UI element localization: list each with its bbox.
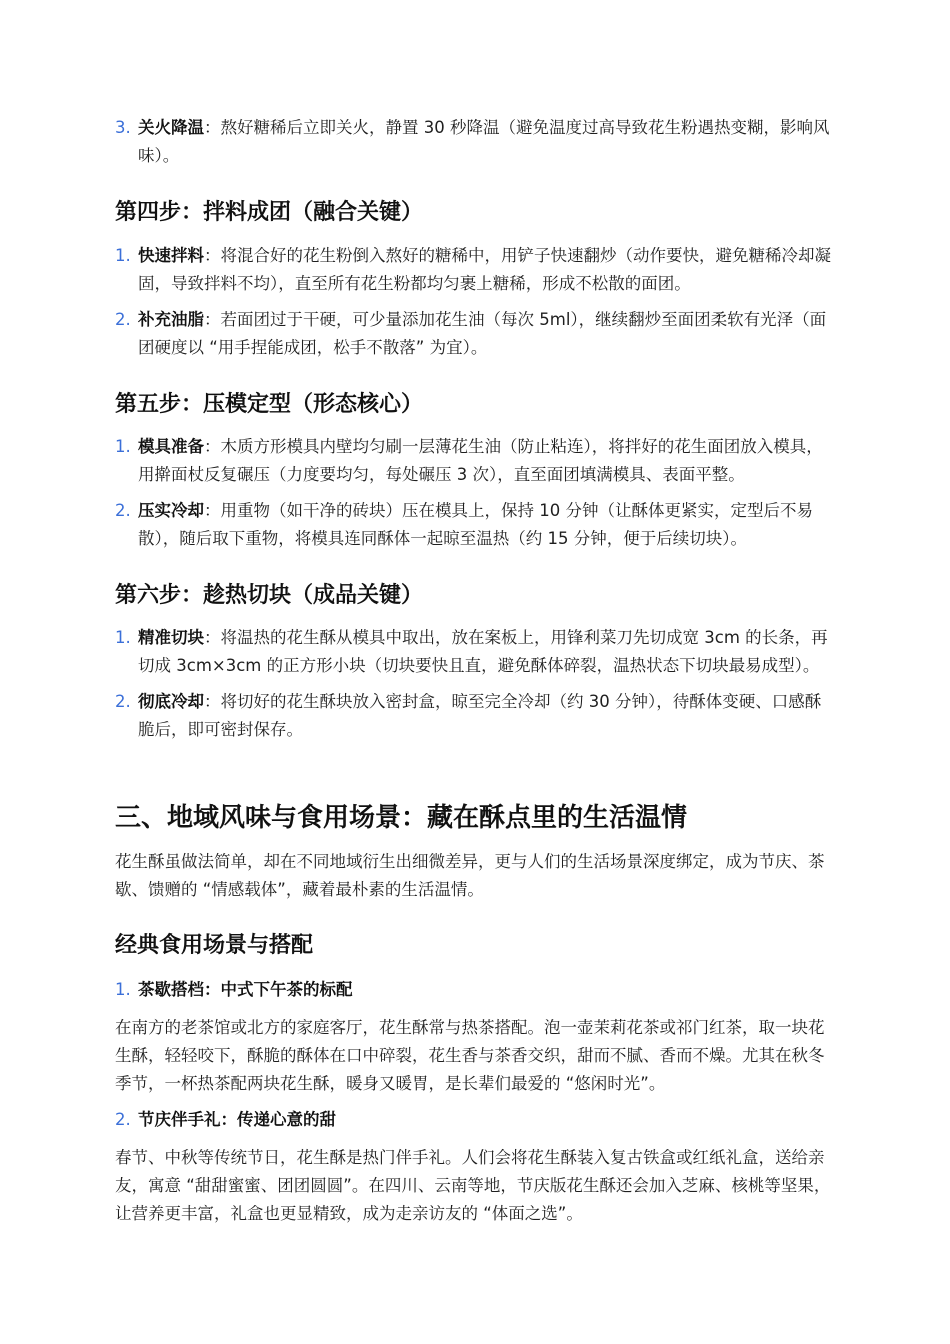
item-title: 补充油脂 bbox=[138, 310, 204, 329]
list-item bbox=[115, 688, 837, 743]
step6-list bbox=[115, 624, 837, 743]
list-number: 1. bbox=[115, 980, 131, 999]
list-number: 2. bbox=[115, 501, 131, 520]
list-item bbox=[115, 624, 837, 679]
section-heading: 三、地域风味与食用场景：藏在酥点里的生活温情 bbox=[115, 803, 688, 833]
item-text: ：用重物（如干净的砖块）压在模具上，保持 10 分钟（让酥体更紧实，定型后不易散），随后取下重物，将模具连同酥体一起晾至温热（约 15 分钟，便于后续切块）。 bbox=[138, 501, 813, 548]
list-item bbox=[115, 433, 837, 488]
scene-body: 在南方的老茶馆或北方的家庭客厅，花生酥常与热茶搭配。泡一壶茉莉花茶或祁门红茶，取一块花生酥，轻轻咬下，酥脆的酥体在口中碎裂，花生香与茶香交织，甜而不腻、香而不燥。尤其在秋冬季节，一杯热茶配两块花生酥，暖身又暖胃，是长辈们最爱的 “悠闲时光”。 bbox=[115, 1017, 825, 1093]
item-text: ：熬好糖稀后立即关火，静置 30 秒降温（避免温度过高导致花生粉遇热变糊，影响风味）。 bbox=[138, 118, 830, 165]
list-item bbox=[115, 306, 837, 361]
list-item bbox=[115, 114, 837, 169]
list-number: 2. bbox=[115, 692, 131, 711]
step4-heading: 第四步：拌料成团（融合关键） bbox=[115, 200, 424, 225]
step6-heading: 第六步：趁热切块（成品关键） bbox=[115, 583, 424, 608]
scene-2 bbox=[115, 1106, 837, 1228]
item-text: ：将温热的花生酥从模具中取出，放在案板上，用锋利菜刀先切成宽 3cm 的长条，再切成 3cm×3cm 的正方形小块（切块要快且直，避免酥体碎裂，温热状态下切块最易成型）。 bbox=[138, 628, 828, 675]
scene-title bbox=[115, 1106, 837, 1134]
list-number: 3. bbox=[115, 118, 131, 137]
step5-heading: 第五步：压模定型（形态核心） bbox=[115, 392, 424, 417]
list-number: 1. bbox=[115, 628, 131, 647]
item-title: 彻底冷却 bbox=[138, 692, 204, 711]
list-item bbox=[115, 242, 837, 297]
section-intro: 花生酥虽做法简单，却在不同地域衍生出细微差异，更与人们的生活场景深度绑定，成为节庆、茶歇、馈赠的 “情感载体”，藏着最朴素的生活温情。 bbox=[115, 852, 825, 899]
scene-body: 春节、中秋等传统节日，花生酥是热门伴手礼。人们会将花生酥装入复古铁盒或红纸礼盒，送给亲友，寓意 “甜甜蜜蜜、团团圆圆”。在四川、云南等地，节庆版花生酥还会加入芝麻、核桃等坚果，让营养更丰富，礼盒也更显精致，成为走亲访友的 “体面之选”。 bbox=[115, 1147, 831, 1223]
list-number: 1. bbox=[115, 246, 131, 265]
item-title: 模具准备 bbox=[138, 437, 204, 456]
item-text: ：将切好的花生酥块放入密封盒，晾至完全冷却（约 30 分钟），待酥体变硬、口感酥脆后，即可密封保存。 bbox=[138, 692, 822, 739]
subsection-heading: 经典食用场景与搭配 bbox=[115, 933, 314, 958]
scene-1 bbox=[115, 976, 837, 1098]
step5-list bbox=[115, 433, 837, 552]
list-number: 2. bbox=[115, 310, 131, 329]
item-title: 快速拌料 bbox=[138, 246, 204, 265]
step4-list bbox=[115, 242, 837, 361]
list-item bbox=[115, 497, 837, 552]
item-title: 节庆伴手礼：传递心意的甜 bbox=[138, 1110, 336, 1129]
item-title: 压实冷却 bbox=[138, 501, 204, 520]
item-text: ：若面团过于干硬，可少量添加花生油（每次 5ml），继续翻炒至面团柔软有光泽（面团硬度以 “用手捏能成团，松手不散落” 为宜）。 bbox=[138, 310, 827, 357]
step3-list bbox=[115, 114, 837, 169]
item-title: 关火降温 bbox=[138, 118, 204, 137]
item-text: ：将混合好的花生粉倒入熬好的糖稀中，用铲子快速翻炒（动作要快，避免糖稀冷却凝固，导致拌料不均），直至所有花生粉都均匀裹上糖稀，形成不松散的面团。 bbox=[138, 246, 831, 293]
list-number: 1. bbox=[115, 437, 131, 456]
item-title: 精准切块 bbox=[138, 628, 204, 647]
list-number: 2. bbox=[115, 1110, 131, 1129]
scene-title bbox=[115, 976, 837, 1004]
item-text: ：木质方形模具内壁均匀刷一层薄花生油（防止粘连），将拌好的花生面团放入模具，用擀面杖反复碾压（力度要均匀，每处碾压 3 次），直至面团填满模具、表面平整。 bbox=[138, 437, 823, 484]
item-title: 茶歇搭档：中式下午茶的标配 bbox=[138, 980, 353, 999]
